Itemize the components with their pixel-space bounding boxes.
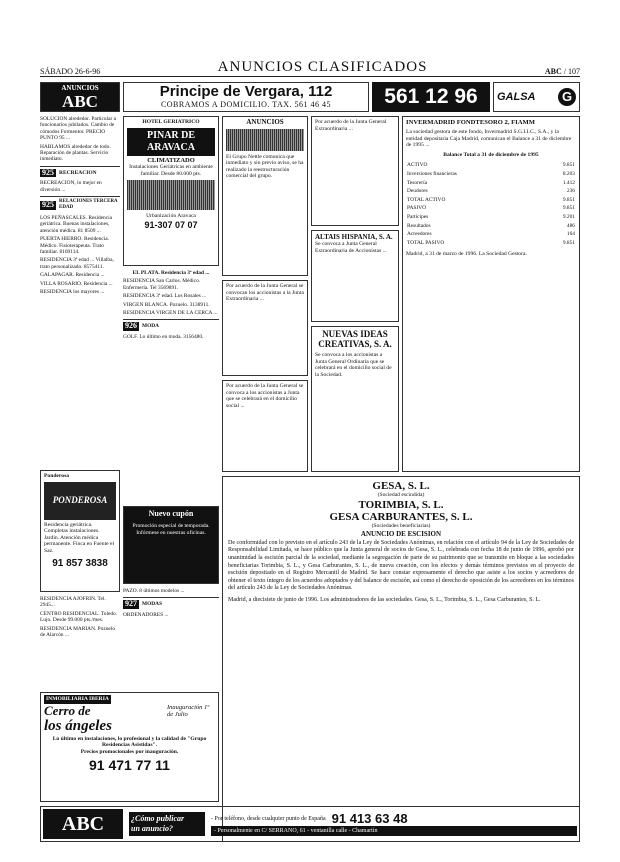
escision-notice: GESA, S. L. (Sociedad escindida) TORIMBIA, S. L. GESA CARBURANTES, S. L. (Sociedades beneficiarias) ANUNCIO DE ESCISION De conformidad con lo previsto en el artículo 243 de la Ley de Sociedades Anónimas, en relación con el artículo 94 de la Ley de Sociedades de Responsabilidad Limitada, se hace público que la Junta general de socios de Gesa, S. L., celebrada con fecha 18 de junio de 1996, aprobó por unanimidad la escisión parcial de la sociedad, mediante la segregación de parte de su patrimonio que se transmite en bloque a las sociedades beneficiarias Torimbia, S. L., y Gesa Carburantes, S. L., de nueva creación, con los efectos y demás términos previstos en el proyecto de escisión depositado en el Registro Mercantil de Madrid. Se hace constar expresamente el derecho que asiste a los socios y acreedores de obtener el texto íntegro de los acuerdos adoptados y del balance de escisión, así como el derecho de oposición de los acreedores en los términos del artículo 243 de la Ley de Sociedades Anónimas. Madrid, a diecisiete de junio de 1996. Los administradores de las sociedades. Gesa, S. L., Torimbia, S. L., Gesa Carburantes, S. L.: [222, 476, 580, 842]
balance-row: Resultados 486: [407, 222, 575, 229]
balance-row: Deudores 236: [407, 188, 575, 195]
publish-methods: - Por teléfono, desde cualquier punto de España 91 413 63 48 - Personalmente en C/ SERRANO, 61 - ventanilla calle - Chamartín: [211, 812, 577, 836]
nuevas-ideas-notice: NUEVAS IDEAS CREATIVAS, S. A. Se convoca a los accionistas a Junta General Ordinaria que se celebrará en el domicilio social de la Sociedad.: [311, 326, 399, 472]
classified-entry: RESIDENCIA MARIAN. Pozuelo de Alarcón ...: [40, 625, 116, 639]
ponderosa-ad: Ponderosa PONDEROSA Residencia geriátrica. Completas instalaciones. Jardín. Atención médica permanente. Finca en Fuente el Saz. 91 857 3838: [40, 470, 120, 592]
galsa-g-icon: G: [558, 88, 576, 106]
classified-entry: RESIDENCIA 3ª edad ... Villalba, trato personalizado. 8575411.: [40, 257, 114, 270]
ponderosa-photo: PONDEROSA: [44, 482, 116, 520]
hotel-photo: [127, 180, 215, 210]
cerro-angeles-ad: INMOBILIARIA IBERIA Cerro de los ángeles Inauguración 1º de Julio Lo último en instalaciones, lo profesional y la calidad de "Grupo Residencias Asistidas". Precios promocionales por inauguración. 91 471 77 11: [40, 692, 219, 802]
invermadrid-balance: INVERMADRID FONDTESORO 2, FIAMM La sociedad gestora de este fondo, Invermadrid S.G.I.I.C., S.A., y la entidad depositaria Caja Madrid, comunican el Balance a 31 de diciembre de 1995 ... Balance Total a 31 de diciembre de 1995 ACTIVO 9.851 Inversiones financieras 8.203 Tesorería 1.412 Deudores 236 TOTAL ACTIVO 9.851 PASIVO 9.851 Partícipes 9.201 Resultados 486 Acreedores 164 TOTAL PASIVO 9.851 Madrid, a 31 de marzo de 1996. La Sociedad Gestora.: [402, 116, 580, 472]
classified-entry: GOLF. Lo último en moda. 3156480.: [123, 333, 204, 340]
balance-row: Partícipes 9.201: [407, 213, 575, 220]
how-to-publish-ad: [40, 806, 580, 842]
meeting-illustration: [226, 129, 304, 151]
page-header: [40, 60, 580, 77]
section-927-header: 927 MODAS: [123, 597, 219, 608]
junta-notice: Por acuerdo de la Junta General Extraordinaria ...: [311, 116, 399, 226]
hotel-column-text: EL PLATA. Residencia 3ª edad ... RESIDENCIA San Carlos. Médico. Enfermería. Tel 3569891. RESIDENCIA 3ª edad. Los Rosales ... VIRGEN BLANCA. Pozuelo. 3138911. RESIDENCIA VIRGEN DE LA CERCA ... 926 MODA GOLF. Lo último en moda. 3156480.: [123, 270, 218, 340]
classified-entry: SOLUCION alrededor. Particular a funcionarios jubilados. Cambio de cómodos Formentor. PRECIO PUNTO 95 ...: [40, 116, 117, 142]
classified-entry: VILLA ROSARIO. Residencia ...: [40, 280, 113, 287]
classified-entry: PAZO. 8 últimos modelos ...: [123, 588, 185, 594]
promo-coupon-ad: Nuevo cupón Promoción especial de temporada. Infórmese en nuestras oficinas.: [123, 506, 219, 584]
vergara-ad: Principe de Vergara, 112 COBRAMOS A DOMICILIO. TAX. 561 46 45: [123, 82, 369, 112]
classified-entry: RESIDENCIA AJOFRIN. Tel. 2945...: [40, 596, 106, 609]
altais-notice: ALTAIS HISPANIA, S. A. Se convoca a Junta General Extraordinaria de Accionistas ...: [311, 230, 399, 322]
left-column-lower: [40, 596, 120, 688]
nettle-announcement: ANUNCIOS El Grupo Nettle comunica que inmediato y sin previo aviso, se ha realizado la reestructuración comercial del grupo.: [222, 116, 308, 276]
classified-entry: PUERTA HIERRO. Residencia. Médico. Fisioterapeuta. Trato familiar. 8169114.: [40, 236, 110, 255]
publish-phone: 91 413 63 48: [331, 811, 408, 826]
left-column: [40, 116, 120, 468]
classified-entry: ORDENADORES ...: [123, 611, 169, 618]
hotel-column-lower: [123, 588, 219, 688]
section-926-header: 926 MODA: [123, 319, 219, 330]
balance-row: TOTAL PASIVO 9.851: [407, 239, 575, 246]
classified-entry: RESIDENCIA los mayores ...: [40, 288, 105, 295]
abc-footer-logo: ABC: [43, 809, 123, 839]
how-to-publish-question: ¿Cómo publicar un anuncio?: [129, 812, 205, 836]
classified-entry: RECREACION, lo mejor en diversión ...: [40, 180, 102, 193]
classified-entry: RESIDENCIA San Carlos. Médico. Enfermería. Tel 3569891.: [123, 278, 201, 291]
classified-entry: HABLAMOS alrededor de todo. Reparación de plantas. Servicio inmediato.: [40, 143, 111, 163]
vergara-phone: 561 12 96: [372, 82, 490, 112]
balance-table: [406, 161, 576, 247]
section-925-header: 925 RECREACION: [40, 166, 120, 177]
section-925b-header: 925 RELACIONES TERCERA EDAD: [40, 196, 120, 212]
balance-row: Inversiones financieras 8.203: [407, 170, 575, 177]
balance-row: PASIVO 9.851: [407, 205, 575, 212]
classified-entry: RESIDENCIA VIRGEN DE LA CERCA ...: [123, 310, 218, 317]
page-brand-number: ABC / 107: [544, 67, 580, 76]
page-date: SÁBADO 26-6-96: [40, 67, 101, 76]
balance-row: Acreedores 164: [407, 231, 575, 238]
galsa-logo-box: GALSA G: [493, 82, 580, 112]
junta-notice: Por acuerdo de la Junta General se convocan los accionistas a la Junta Extraordinaria ...: [222, 280, 308, 376]
classified-entry: CENTRO RESIDENCIAL. Toledo. Lujo. Desde 99.000 pts./mes.: [40, 610, 118, 624]
classified-entry: LOS PEÑASCALES. Residencia geriátrica. Buenas instalaciones, atención médica. 81 8509 ...: [40, 214, 113, 234]
pinar-aravaca-ad: HOTEL GERIATRICO PINAR DE ARAVACA CLIMATIZADO Instalaciones Geriátricas en ambiente familiar. Desde 80.000 pts. Urbanización Aravaca 91-307 07 07: [123, 116, 219, 266]
balance-row: TOTAL ACTIVO 9.851: [407, 196, 575, 203]
abc-anuncios-logo: ANUNCIOS ABC: [40, 82, 120, 112]
classified-entry: RESIDENCIA 3ª edad. Los Rosales ...: [123, 293, 207, 300]
classified-entry: VIRGEN BLANCA. Pozuelo. 3138911.: [123, 301, 210, 308]
classified-entry: GALAPAGAR. Residencia ...: [40, 272, 105, 279]
balance-row: Tesorería 1.412: [407, 179, 575, 186]
section-title: ANUNCIOS CLASIFICADOS: [217, 59, 428, 75]
balance-row: ACTIVO 9.851: [407, 162, 575, 169]
junta-notice: Por acuerdo de la Junta General se convoca a los accionistas a Junta que se celebrará en el domicilio social ...: [222, 380, 308, 472]
